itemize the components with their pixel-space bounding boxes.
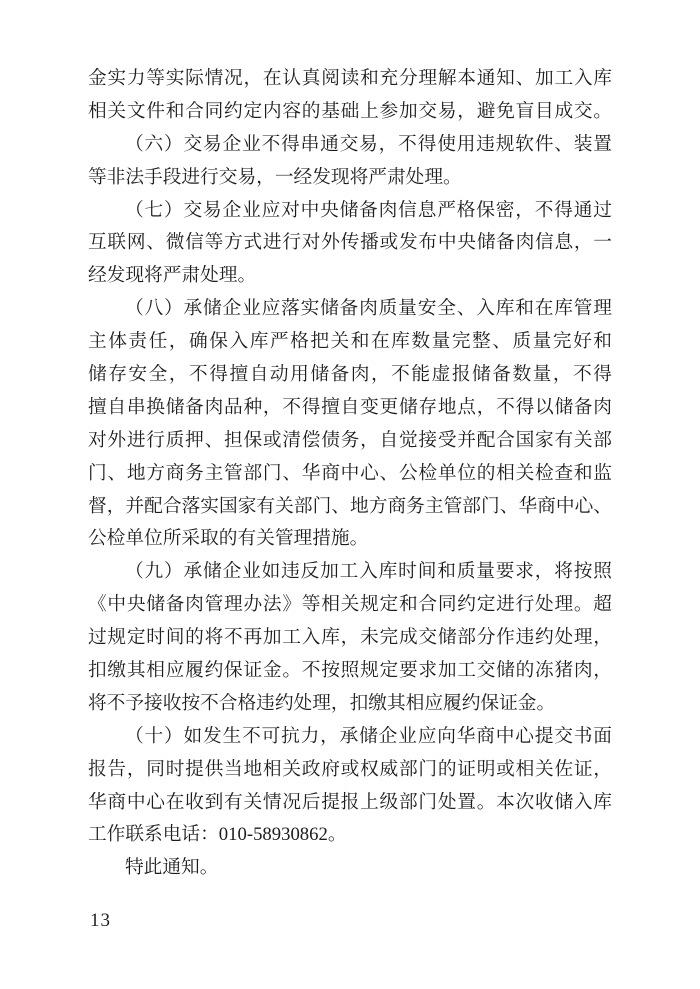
text-line: 华商中心在收到有关情况后提报上级部门处置。本次收储入库 xyxy=(88,791,612,813)
text-line: （十）如发生不可抗力，承储企业应向华商中心提交书面 xyxy=(125,725,612,747)
text-line: 公检单位所采取的有关管理措施。 xyxy=(88,528,369,550)
text-line: （七）交易企业应对中央储备肉信息严格保密，不得通过 xyxy=(125,199,612,221)
text-line: 过规定时间的将不再加工入库，未完成交储部分作违约处理， xyxy=(88,627,612,649)
text-line: 督，并配合落实国家有关部门、地方商务主管部门、华商中心、 xyxy=(88,495,612,517)
text-line: 等非法手段进行交易，一经发现将严肃处理。 xyxy=(88,166,462,188)
text-line: 扣缴其相应履约保证金。不按照规定要求加工交储的冻猪肉， xyxy=(88,660,612,682)
text-line: 主体责任，确保入库严格把关和在库数量完整、质量完好和 xyxy=(88,331,612,353)
text-line: 互联网、微信等方式进行对外传播或发布中央储备肉信息，一 xyxy=(88,232,612,254)
text-line: （九）承储企业如违反加工入库时间和质量要求，将按照 xyxy=(125,561,612,583)
text-line: 储存安全，不得擅自动用储备肉，不能虚报储备数量，不得 xyxy=(88,364,612,386)
document-body xyxy=(88,63,612,885)
text-line: （八）承储企业应落实储备肉质量安全、入库和在库管理 xyxy=(125,298,612,320)
text-line: 金实力等实际情况，在认真阅读和充分理解本通知、加工入库 xyxy=(88,68,612,89)
text-line: 特此通知。 xyxy=(125,857,219,879)
text-line: （六）交易企业不得串通交易，不得使用违规软件、装置 xyxy=(125,133,612,155)
text-line: 工作联系电话：010-58930862。 xyxy=(88,824,347,846)
text-line: 将不予接收按不合格违约处理，扣缴其相应履约保证金。 xyxy=(88,692,556,714)
text-line: 《中央储备肉管理办法》等相关规定和合同约定进行处理。超 xyxy=(88,594,612,616)
text-line: 门、地方商务主管部门、华商中心、公检单位的相关检查和监 xyxy=(88,462,612,484)
text-line: 报告，同时提供当地相关政府或权威部门的证明或相关佐证， xyxy=(88,758,612,780)
text-line: 对外进行质押、担保或清偿债务，自觉接受并配合国家有关部 xyxy=(88,429,612,451)
text-line: 擅自串换储备肉品种，不得擅自变更储存地点，不得以储备肉 xyxy=(88,396,612,418)
page-number: 13 xyxy=(90,910,111,931)
text-line: 相关文件和合同约定内容的基础上参加交易，避免盲目成交。 xyxy=(88,100,612,122)
text-line: 经发现将严肃处理。 xyxy=(88,265,257,287)
